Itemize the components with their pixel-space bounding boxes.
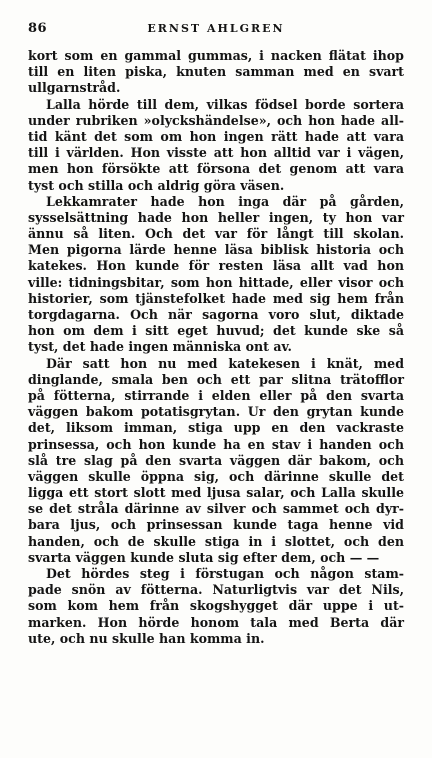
- text-line: ville: tidningsbitar, som hon hittade, eller visor och: [28, 274, 404, 290]
- text-line: Men pigorna lärde henne läsa biblisk historia och: [28, 242, 404, 258]
- text-line: ligga ett stort slott med ljusa salar, och Lalla skulle: [28, 485, 404, 501]
- text-line: prinsessa, och hon kunde ha en stav i handen och: [28, 436, 404, 452]
- text-line: men hon försökte att försona det genom att vara: [28, 161, 404, 177]
- text-line: Lalla hörde till dem, vilkas födsel borde sortera: [46, 96, 404, 112]
- page-header: [28, 21, 404, 41]
- text-line: bara ljus, och prinsessan kunde taga henne vid: [28, 517, 404, 533]
- text-line: dinglande, smala ben och ett par slitna trätofflor: [28, 371, 404, 387]
- text-line: tid känt det som om hon ingen rätt hade att vara: [28, 128, 404, 144]
- text-line: svarta väggen kunde sluta sig efter dem, och — —: [28, 549, 380, 565]
- text-line: tyst och stilla och aldrig göra väsen.: [28, 177, 285, 193]
- text-line: Där satt hon nu med katekesen i knät, med: [46, 355, 404, 371]
- running-head: ERNST AHLGREN: [147, 22, 285, 35]
- text-line: väggen skulle öppna sig, och därinne skulle det: [28, 468, 404, 484]
- text-line: kort som en gammal gummas, i nacken flätat ihop: [28, 48, 404, 63]
- text-line: det, liksom imman, stiga upp en den vackraste: [28, 420, 404, 436]
- text-line: ullgarnstråd.: [28, 80, 121, 96]
- text-line: under rubriken »olyckshändelse», och hon hade all-: [28, 112, 404, 128]
- text-line: till i världen. Hon visste att hon alltid var i vägen,: [28, 145, 404, 161]
- text-line: på fötterna, stirrande i elden eller på den svarta: [28, 387, 404, 403]
- text-line: marken. Hon hörde honom tala med Berta där: [28, 614, 404, 630]
- text-line: katekes. Hon kunde för resten läsa allt vad hon: [28, 258, 404, 274]
- text-line: sysselsättning hade hon heller ingen, ty hon var: [28, 209, 404, 225]
- text-line: historier, som tjänstefolket hade med sig hem från: [28, 290, 404, 306]
- text-line: pade snön av fötterna. Naturligtvis var det Nils,: [28, 582, 404, 598]
- text-line: ännu så liten. Och det var för långt till skolan.: [28, 226, 404, 242]
- text-line: Det hördes steg i förstugan och någon stam-: [46, 566, 404, 581]
- text-line: väggen bakom potatisgrytan. Ur den grytan kunde: [28, 404, 404, 420]
- text-line: handen, och de skulle stiga in i slottet, och den: [28, 533, 404, 549]
- text-line: se det stråla därinne av silver och sammet och dyr-: [28, 501, 404, 517]
- text-line: Lekkamrater hade hon inga där på gården,: [46, 193, 404, 209]
- body-text: [28, 48, 404, 647]
- text-line: ute, och nu skulle han komma in.: [28, 630, 265, 646]
- text-line: tyst, det hade ingen människa ont av.: [28, 339, 292, 355]
- page-number: 86: [28, 21, 48, 36]
- text-line: till en liten piska, knuten samman med en svart: [28, 64, 404, 80]
- text-line: slå tre slag på den svarta väggen där bakom, och: [28, 452, 404, 468]
- text-line: hon om dem i sitt eget huvud; det kunde ske så: [28, 323, 404, 339]
- text-line: som kom hem från skogshygget där uppe i ut-: [28, 598, 404, 614]
- text-line: torgdagarna. Och när sagorna voro slut, diktade: [28, 307, 404, 322]
